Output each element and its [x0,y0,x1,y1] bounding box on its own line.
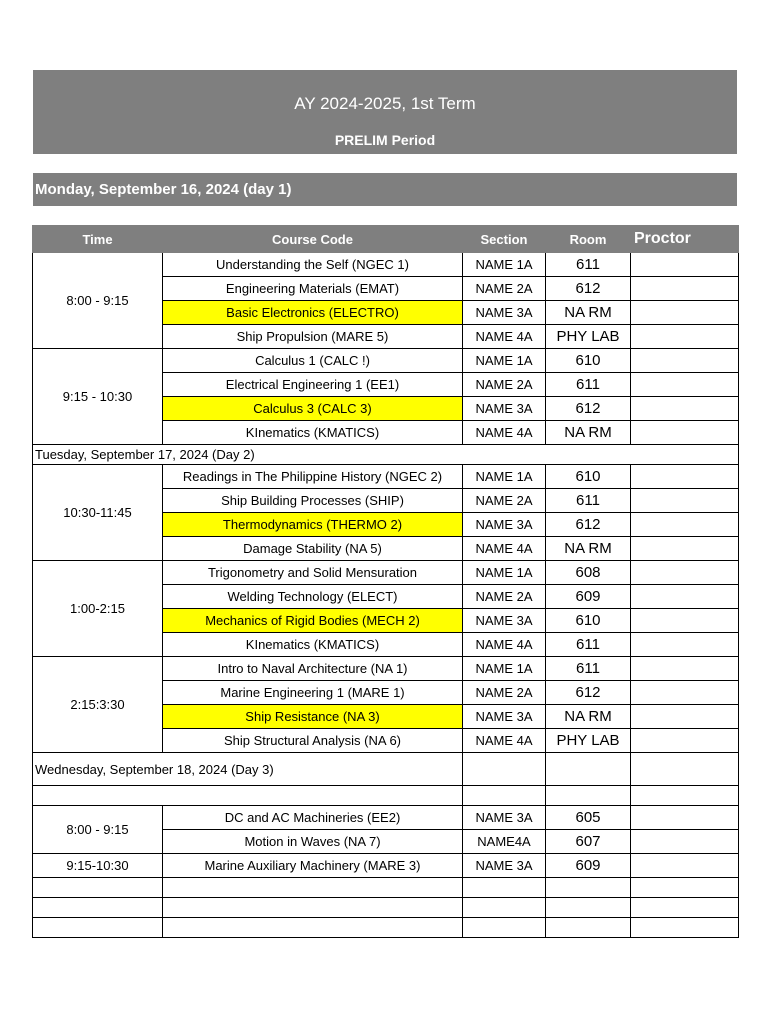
section-cell: NAME 3A [463,301,546,325]
course-cell: Calculus 1 (CALC !) [163,349,463,373]
empty-cell [631,918,739,938]
title-banner [33,70,737,154]
section-cell: NAME 3A [463,609,546,633]
room-cell: 612 [546,513,631,537]
empty-cell [546,753,631,786]
room-cell: 607 [546,830,631,854]
room-cell: 612 [546,397,631,421]
course-cell: Readings in The Philippine History (NGEC 2) [163,465,463,489]
section-cell: NAME 2A [463,585,546,609]
proctor-cell [631,253,739,277]
empty-cell [546,786,631,806]
empty-cell [33,878,163,898]
room-cell: 608 [546,561,631,585]
proctor-cell [631,830,739,854]
course-cell: KInematics (KMATICS) [163,421,463,445]
room-cell: 611 [546,489,631,513]
section-cell: NAME 2A [463,373,546,397]
section-cell: NAME 3A [463,513,546,537]
time-cell: 2:15:3:30 [33,657,163,753]
empty-cell [163,918,463,938]
course-cell-highlighted: Basic Electronics (ELECTRO) [163,301,463,325]
section-cell: NAME 4A [463,421,546,445]
table-row [33,561,739,585]
section-cell: NAME 3A [463,397,546,421]
section-cell: NAME 4A [463,729,546,753]
time-cell: 9:15-10:30 [33,854,163,878]
course-cell: DC and AC Machineries (EE2) [163,806,463,830]
course-cell: Marine Engineering 1 (MARE 1) [163,681,463,705]
course-cell-highlighted: Mechanics of Rigid Bodies (MECH 2) [163,609,463,633]
proctor-cell [631,373,739,397]
empty-cell [463,878,546,898]
section-cell: NAME 1A [463,465,546,489]
course-cell: Intro to Naval Architecture (NA 1) [163,657,463,681]
course-cell: Electrical Engineering 1 (EE1) [163,373,463,397]
room-cell: 611 [546,373,631,397]
proctor-cell [631,537,739,561]
proctor-cell [631,465,739,489]
empty-cell [631,786,739,806]
empty-cell [163,898,463,918]
section-cell: NAME 1A [463,561,546,585]
section-cell: NAME 1A [463,253,546,277]
empty-cell [631,898,739,918]
course-cell-highlighted: Thermodynamics (THERMO 2) [163,513,463,537]
proctor-cell [631,705,739,729]
period-title: PRELIM Period [334,132,436,148]
empty-row [33,918,739,938]
empty-cell [33,786,463,806]
section-cell: NAME 4A [463,325,546,349]
proctor-cell [631,325,739,349]
col-room: Room [546,226,631,253]
proctor-cell [631,806,739,830]
proctor-cell [631,585,739,609]
room-cell: 610 [546,465,631,489]
course-cell: Welding Technology (ELECT) [163,585,463,609]
proctor-cell [631,397,739,421]
course-cell: Ship Building Processes (SHIP) [163,489,463,513]
empty-cell [631,878,739,898]
proctor-cell [631,633,739,657]
room-cell: NA RM [546,705,631,729]
time-cell: 8:00 - 9:15 [33,253,163,349]
col-section: Section [463,226,546,253]
empty-row [33,786,739,806]
room-cell: 612 [546,681,631,705]
course-cell: Engineering Materials (EMAT) [163,277,463,301]
course-cell: Ship Structural Analysis (NA 6) [163,729,463,753]
course-cell: KInematics (KMATICS) [163,633,463,657]
empty-cell [631,753,739,786]
section-cell: NAME 1A [463,657,546,681]
empty-row [33,898,739,918]
room-cell: 610 [546,349,631,373]
room-cell: 605 [546,806,631,830]
empty-cell [463,786,546,806]
schedule-table [32,225,739,938]
course-cell: Motion in Waves (NA 7) [163,830,463,854]
course-cell: Damage Stability (NA 5) [163,537,463,561]
proctor-cell [631,561,739,585]
course-cell-highlighted: Calculus 3 (CALC 3) [163,397,463,421]
empty-cell [33,918,163,938]
empty-cell [163,878,463,898]
time-cell: 1:00-2:15 [33,561,163,657]
day-row [33,445,739,465]
table-row [33,657,739,681]
col-course: Course Code [163,226,463,253]
course-cell: Ship Propulsion (MARE 5) [163,325,463,349]
room-cell: PHY LAB [546,729,631,753]
proctor-cell [631,349,739,373]
time-cell: 8:00 - 9:15 [33,806,163,854]
room-cell: 610 [546,609,631,633]
empty-cell [463,753,546,786]
empty-cell [463,918,546,938]
proctor-cell [631,301,739,325]
room-cell: 611 [546,633,631,657]
room-cell: 611 [546,657,631,681]
section-cell: NAME 3A [463,806,546,830]
room-cell: NA RM [546,301,631,325]
day2-heading: Tuesday, September 17, 2024 (Day 2) [33,445,739,465]
term-title: AY 2024-2025, 1st Term [294,94,476,113]
room-cell: 609 [546,585,631,609]
empty-cell [546,898,631,918]
proctor-cell [631,513,739,537]
header-row [33,226,739,253]
table-row [33,806,739,830]
room-cell: 609 [546,854,631,878]
proctor-cell [631,854,739,878]
day-row [33,753,739,786]
col-proctor: Proctor [631,226,739,253]
table-row [33,349,739,373]
section-cell: NAME 4A [463,633,546,657]
time-cell: 9:15 - 10:30 [33,349,163,445]
proctor-cell [631,277,739,301]
proctor-cell [631,657,739,681]
section-cell: NAME 1A [463,349,546,373]
course-cell: Understanding the Self (NGEC 1) [163,253,463,277]
room-cell: NA RM [546,537,631,561]
table-row [33,465,739,489]
room-cell: NA RM [546,421,631,445]
proctor-cell [631,609,739,633]
table-row [33,253,739,277]
section-cell: NAME4A [463,830,546,854]
course-cell-highlighted: Ship Resistance (NA 3) [163,705,463,729]
empty-cell [33,898,163,918]
proctor-cell [631,729,739,753]
section-cell: NAME 2A [463,489,546,513]
proctor-cell [631,421,739,445]
col-time: Time [33,226,163,253]
table-row [33,854,739,878]
course-cell: Marine Auxiliary Machinery (MARE 3) [163,854,463,878]
empty-cell [546,878,631,898]
empty-cell [546,918,631,938]
proctor-cell [631,681,739,705]
room-cell: 612 [546,277,631,301]
section-cell: NAME 3A [463,705,546,729]
day3-heading: Wednesday, September 18, 2024 (Day 3) [33,753,463,786]
section-cell: NAME 2A [463,681,546,705]
time-cell: 10:30-11:45 [33,465,163,561]
room-cell: 611 [546,253,631,277]
section-cell: NAME 4A [463,537,546,561]
section-cell: NAME 2A [463,277,546,301]
proctor-cell [631,489,739,513]
section-cell: NAME 3A [463,854,546,878]
course-cell: Trigonometry and Solid Mensuration [163,561,463,585]
empty-cell [463,898,546,918]
empty-row [33,878,739,898]
room-cell: PHY LAB [546,325,631,349]
day1-heading: Monday, September 16, 2024 (day 1) [33,173,737,206]
